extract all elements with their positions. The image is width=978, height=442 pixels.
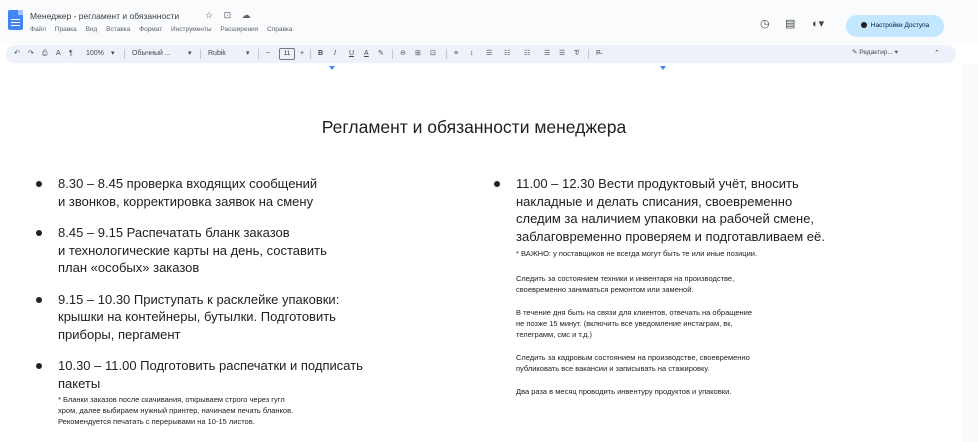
share-button-label: Настройки Доступа <box>870 22 930 29</box>
align-icon[interactable]: ≡ <box>454 50 459 57</box>
toolbar-divider <box>310 49 311 59</box>
checklist-icon[interactable]: ☰ <box>486 50 493 57</box>
list-item-text: 8.30 – 8.45 проверка входящих сообщений и звонков, корректировка заявок на смену <box>58 176 318 209</box>
formatting-toolbar <box>6 45 956 63</box>
note-paragraph: В течение дня быть на связи для клиентов, отвечать на обращение не позже 15 минут. (включить все уведомление инстаграм, вк, телеграмм, смс и т.д.) <box>516 308 753 339</box>
font-chevron-icon[interactable]: ▾ <box>246 50 250 57</box>
ruler-right-marker-icon[interactable] <box>660 66 666 70</box>
toolbar-divider <box>124 49 125 59</box>
menu-extensions[interactable]: Расширения <box>220 26 259 33</box>
document-heading: Регламент и обязанности менеджера <box>321 117 627 137</box>
menu-help[interactable]: Справка <box>267 26 293 33</box>
meet-icon[interactable]: ◐▾ <box>812 18 825 30</box>
note-paragraph: Два раза в месяц проводить инвентуру продуктов и упаковки. <box>516 387 732 396</box>
increase-indent-icon[interactable]: ☰ <box>559 50 566 57</box>
toolbar-divider <box>588 49 589 59</box>
list-item <box>36 291 466 344</box>
list-item-text: 10.30 – 11.00 Подготовить распечатки и подписать пакеты <box>58 358 363 391</box>
pen-icon[interactable]: P̶ <box>596 50 601 57</box>
bullet-icon <box>36 181 42 187</box>
editing-mode-select[interactable]: ✎ Редактир... ▾ <box>852 49 898 56</box>
scrollbar-track[interactable] <box>962 64 978 442</box>
right-column <box>494 175 924 397</box>
list-item-note: * Бланки заказов после скачивания, открываем строго через гугл хром, далее выбираем нужный принтер, начинаем печать бланков. Рекомендуется печатать с перерывами на 10-15 листов. <box>58 395 294 426</box>
highlight-icon[interactable]: ✎ <box>378 50 384 57</box>
italic-icon[interactable]: I <box>334 50 336 57</box>
note-paragraph: Следить за кадровым состоянием на производстве, своевременно публиковать все вакансии и записывать на стажировку. <box>516 353 750 373</box>
list-item-note: * ВАЖНО: у поставщиков не всегда могут быть те или иные позиции. <box>516 249 758 258</box>
redo-icon[interactable]: ↷ <box>28 50 34 57</box>
bulleted-list-icon[interactable]: ☷ <box>504 50 511 57</box>
history-icon[interactable]: ◷ <box>760 18 770 30</box>
list-item-text: 9.15 – 10.30 Приступать к расклейке упаковки: крышки на контейнеры, бутылки. Подготовить приборы, пергамент <box>58 291 340 342</box>
toolbar-divider <box>446 49 447 59</box>
menu-tools[interactable]: Инструменты <box>171 26 212 33</box>
decrease-indent-icon[interactable]: ☰ <box>544 50 551 57</box>
list-item-text: 8.45 – 9.15 Распечатать бланк заказов и технологические карты на день, составить план «особых» заказов <box>58 225 327 275</box>
title-actions-icons[interactable]: ☆ ⊡ ☁ <box>205 10 255 20</box>
comments-icon[interactable]: ▤ <box>785 18 796 30</box>
list-item <box>36 357 466 427</box>
paint-format-icon[interactable]: ¶ <box>69 50 73 57</box>
list-item-text: 11.00 – 12.30 Вести продуктовый учёт, вносить накладные и делать списания, своевременно следим за наличием упаковки на рабочей смене, заблаговременно проверяем и подготавливаем её. <box>516 176 825 244</box>
menu-insert[interactable]: Вставка <box>106 26 131 33</box>
collapse-menus-icon[interactable]: ⌃ <box>934 50 940 57</box>
print-icon[interactable]: ⎙ <box>42 50 48 57</box>
bullet-icon <box>36 230 42 236</box>
underline-icon[interactable]: U <box>349 50 355 57</box>
bullet-icon <box>36 363 42 369</box>
bullet-icon <box>36 297 42 303</box>
list-item <box>494 175 924 259</box>
document-title[interactable]: Менеджер - регламент и обязанности <box>30 11 180 21</box>
bold-icon[interactable]: B <box>318 50 324 57</box>
ruler-indent-marker-icon[interactable] <box>329 66 335 70</box>
line-spacing-icon[interactable]: ↕ <box>470 50 474 57</box>
font-select[interactable]: Rubik <box>208 50 226 57</box>
undo-icon[interactable]: ↶ <box>14 50 20 57</box>
spellcheck-icon[interactable]: A <box>56 50 61 57</box>
toolbar-divider <box>392 49 393 59</box>
docs-logo-icon[interactable] <box>8 10 23 30</box>
note-paragraph: Следить за состоянием техники и инвентаря на производстве, своевременно заниматься ремонтом или заменой. <box>516 274 735 294</box>
style-chevron-icon[interactable]: ▾ <box>188 50 192 57</box>
numbered-list-icon[interactable]: ☷ <box>524 50 531 57</box>
text-color-icon[interactable]: A <box>364 50 369 57</box>
menu-edit[interactable]: Правка <box>54 26 77 33</box>
share-button[interactable] <box>846 15 944 37</box>
zoom-chevron-icon[interactable]: ▾ <box>111 50 115 57</box>
menu-file[interactable]: Файл <box>30 26 46 33</box>
lock-icon <box>861 22 867 28</box>
comment-icon[interactable]: ⊞ <box>415 50 421 57</box>
decrease-font-size-icon[interactable]: − <box>266 50 271 57</box>
image-icon[interactable]: ⊡ <box>430 50 436 57</box>
menu-format[interactable]: Формат <box>139 26 163 33</box>
zoom-select[interactable]: 100% <box>86 50 104 57</box>
left-column <box>36 175 466 427</box>
menu-bar <box>30 26 300 33</box>
top-bar <box>0 0 978 44</box>
editing-mode-label: Редактир... <box>859 49 893 56</box>
menu-view[interactable]: Вид <box>85 26 98 33</box>
bullet-icon <box>494 181 500 187</box>
toolbar-divider <box>200 49 201 59</box>
link-icon[interactable]: ⊖ <box>400 50 406 57</box>
clear-formatting-icon[interactable]: T̸ <box>574 50 579 57</box>
list-item <box>36 224 466 277</box>
font-size-input[interactable]: 11 <box>279 48 295 60</box>
notes-block <box>494 273 924 397</box>
style-select[interactable]: Обычный ... <box>132 50 171 57</box>
list-item <box>36 175 466 210</box>
toolbar-divider <box>258 49 259 59</box>
increase-font-size-icon[interactable]: + <box>300 50 305 57</box>
